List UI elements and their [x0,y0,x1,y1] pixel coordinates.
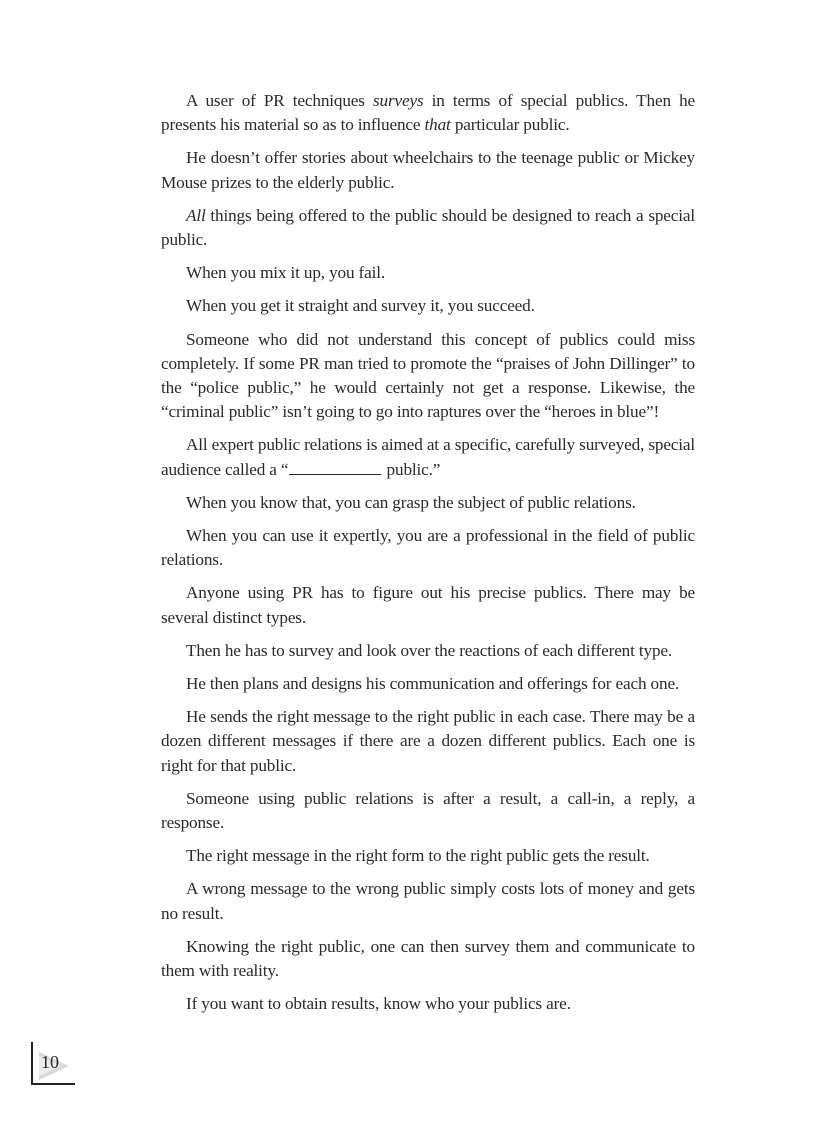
paragraph-15: The right message in the right form to the right public gets the result. [186,846,650,866]
paragraph-2: He doesn’t offer stories about wheelchairs to the teenage public or Mickey Mouse prizes to the elderly public. [161,148,695,192]
fill-in-blank [289,458,381,474]
paragraph-1: A user of PR techniques surveys in terms of special publics. Then he presents his material so as to influence that particular public. [161,91,695,135]
page-body [161,89,695,1026]
page-number-horizontal-rule [31,1083,75,1085]
paragraph-6: Someone who did not understand this concept of publics could miss completely. If some PR man tried to promote the “praises of John Dillinger” to the “police public,” he would certainly not get a response. Likewise, the “criminal public” isn’t going to go into raptures over the “heroes in blue”! [161,329,695,422]
paragraph-4: When you mix it up, you fail. [186,263,386,283]
paragraph-7: All expert public relations is aimed at a specific, carefully surveyed, special audience called a “ public.” [161,435,695,479]
paragraph-9: When you can use it expertly, you are a professional in the field of public relations. [161,526,695,570]
paragraph-18: If you want to obtain results, know who your publics are. [186,994,571,1014]
page-number-box [31,1042,75,1085]
paragraph-13: He sends the right message to the right public in each case. There may be a dozen different messages if there are a dozen different publics. Each one is right for that public. [161,707,695,775]
paragraph-12: He then plans and designs his communication and offerings for each one. [186,674,680,694]
paragraph-5: When you get it straight and survey it, you succeed. [186,296,535,316]
paragraph-17: Knowing the right public, one can then survey them and communicate to them with reality. [161,936,695,981]
paragraph-14: Someone using public relations is after a result, a call-in, a reply, a response. [161,788,695,833]
paragraph-3: All things being offered to the public should be designed to reach a special public. [161,205,695,250]
paragraph-11: Then he has to survey and look over the reactions of each different type. [186,640,673,660]
paragraph-10: Anyone using PR has to figure out his precise publics. There may be several distinct types. [161,583,695,627]
page-number: 10 [41,1052,59,1072]
paragraph-8: When you know that, you can grasp the subject of public relations. [186,492,636,512]
page-number-vertical-rule [31,1042,33,1085]
paragraph-16: A wrong message to the wrong public simply costs lots of money and gets no result. [161,879,695,923]
